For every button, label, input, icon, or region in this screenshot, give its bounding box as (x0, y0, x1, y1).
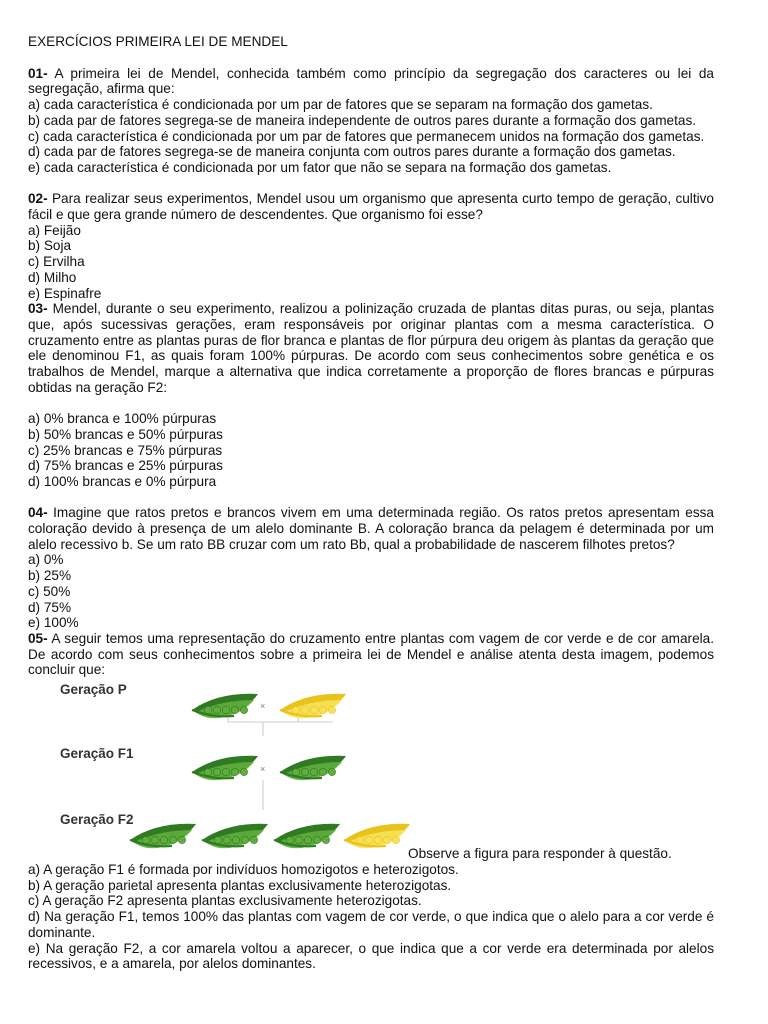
option: c) A geração F2 apresenta plantas exclusivamente heterozigotas. (28, 893, 422, 909)
question-text: A primeira lei de Mendel, conhecida também como princípio da segregação dos caracteres ou lei da segregação, afirma que: (28, 65, 714, 97)
question-text: Para realizar seus experimentos, Mendel usou um organismo que apresenta curto tempo de geração, cultivo fácil e que gera grande número de descendentes. Que organismo foi esse? (28, 191, 714, 223)
document-page (28, 34, 714, 972)
green-pea-pod (198, 818, 272, 856)
option: a) Feijão (28, 222, 81, 238)
option: b) 25% (28, 568, 72, 584)
option: d) 75% (28, 599, 72, 615)
green-pea-pod (188, 750, 262, 788)
cross-symbol: × (260, 701, 266, 712)
green-pea-pod (270, 818, 344, 856)
option: e) cada característica é condicionada por um fator que não se separa na formação dos gametas. (28, 159, 612, 175)
question-text: Imagine que ratos pretos e brancos vivem em uma determinada região. Os ratos pretos apresentam essa coloração devido à presença de um alelo dominante B. A coloração branca da pelagem é determinada por um alelo recessivo b. Se um rato BB cruzar com um rato Bb, qual a probabilidade de nascerem filhotes pretos? (28, 505, 714, 552)
option: c) 50% (28, 583, 71, 599)
option: e) 100% (28, 615, 79, 631)
option: d) Milho (28, 269, 77, 285)
option: a) cada característica é condicionada por um par de fatores que se separam na formação dos gametas. (28, 97, 653, 113)
question-text: Mendel, durante o seu experimento, realizou a polinização cruzada de plantas ditas puras, ou seja, plantas que, após sucessivas gerações, eram responsáveis por originar plantas com a mesma característica. O cruzamento entre as plantas puras de flor branca e plantas de flor púrpura deu origem às plantas da geração que ele denominou F1, as quais foram 100% púrpuras. De acordo com seus conhecimentos sobre genética e os trabalhos de Mendel, marque a alternativa que indica corretamente a proporção de flores brancas e púrpuras obtidas na geração F2: (28, 301, 714, 395)
question-number: 05- (28, 630, 48, 646)
generation-p-label: Geração P (60, 682, 127, 698)
question-4 (28, 505, 714, 552)
option: a) 0% branca e 100% púrpuras (28, 411, 217, 427)
option: d) Na geração F1, temos 100% das plantas com vagem de cor verde, o que indica que o alelo para a cor verde é dominante. (28, 909, 714, 940)
option: c) cada característica é condicionada por um par de fatores que permanecem unidos na formação dos gametas. (28, 128, 705, 144)
figure-caption: Observe a figura para responder à questão. (408, 846, 672, 862)
option: e) Espinafre (28, 285, 102, 301)
option: d) 75% brancas e 25% púrpuras (28, 458, 223, 474)
option: b) 50% brancas e 50% púrpuras (28, 426, 223, 442)
question-number: 04- (28, 505, 48, 521)
option: c) Ervilha (28, 254, 85, 270)
option: b) cada par de fatores segrega-se de maneira independente de outros pares durante a formação dos gametas. (28, 112, 697, 128)
green-pea-pod (126, 818, 200, 856)
option: d) cada par de fatores segrega-se de maneira conjunta com outros pares durante a formação dos gametas. (28, 144, 676, 160)
question-3 (28, 301, 714, 395)
page-title: EXERCÍCIOS PRIMEIRA LEI DE MENDEL (28, 34, 288, 49)
question-1 (28, 66, 714, 97)
option: c) 25% brancas e 75% púrpuras (28, 442, 223, 458)
pea-pod-cross-figure (28, 680, 714, 862)
question-number: 01- (28, 65, 48, 81)
question-number: 02- (28, 191, 48, 207)
green-pea-pod (276, 750, 350, 788)
option: a) A geração F1 é formada por indivíduos homozigotos e heterozigotos. (28, 862, 459, 878)
option: e) Na geração F2, a cor amarela voltou a aparecer, o que indica que a cor verde era determinada por alelos recessivos, e a amarela, por alelos dominantes. (28, 940, 714, 972)
yellow-pea-pod (340, 818, 414, 856)
question-text: A seguir temos uma representação do cruzamento entre plantas com vagem de cor verde e de cor amarela. De acordo com seus conhecimentos sobre a primeira lei de Mendel e análise atenta desta imagem, podemos concluir que: (28, 630, 714, 678)
yellow-pea-pod (276, 688, 350, 726)
option: b) A geração parietal apresenta plantas exclusivamente heterozigotas. (28, 877, 452, 893)
question-5 (28, 631, 714, 678)
option: a) 0% (28, 552, 64, 568)
option: b) Soja (28, 238, 72, 254)
question-2 (28, 191, 714, 222)
question-number: 03- (28, 301, 48, 317)
generation-f1-label: Geração F1 (60, 746, 134, 762)
green-pea-pod (188, 688, 262, 726)
generation-f2-label: Geração F2 (60, 812, 134, 828)
cross-symbol: × (260, 764, 266, 775)
option: d) 100% brancas e 0% púrpura (28, 473, 217, 489)
